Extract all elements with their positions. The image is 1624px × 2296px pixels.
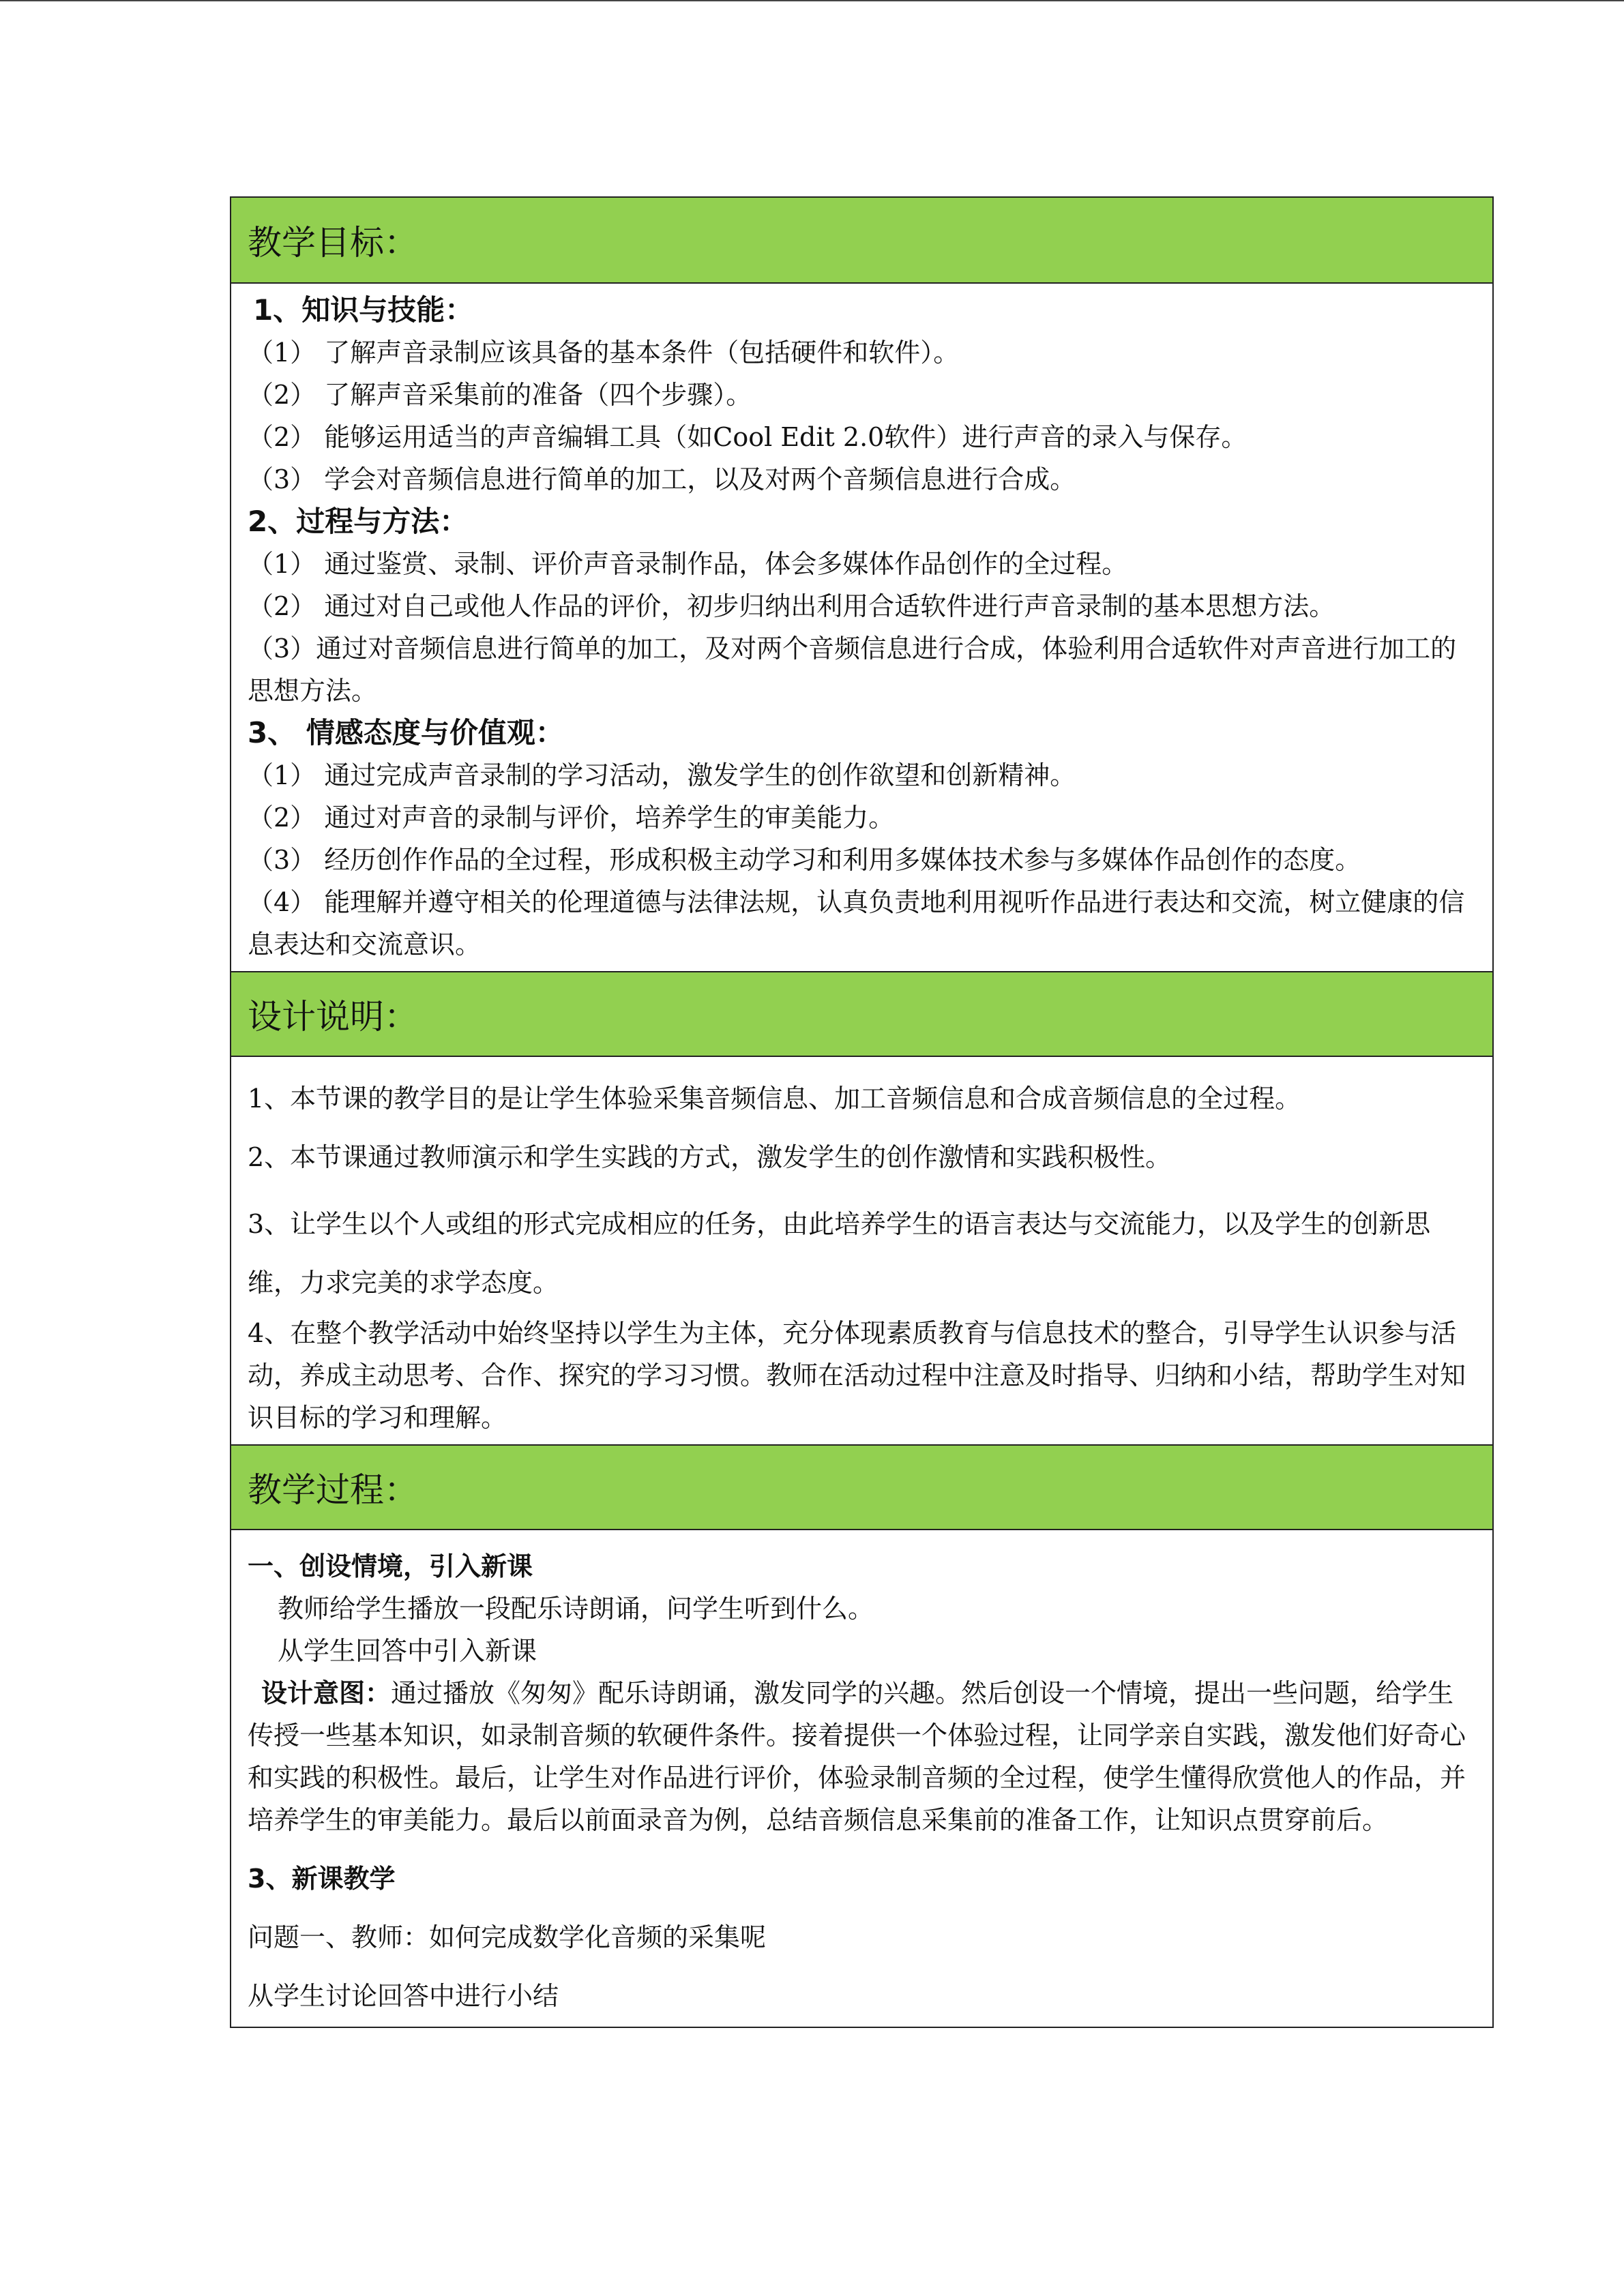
goals-body bbox=[231, 284, 1492, 971]
process-line: 从学生讨论回答中进行小结 bbox=[248, 1981, 559, 2011]
goal-item: （2） 了解声音采集前的准备（四个步骤）。 bbox=[248, 380, 752, 410]
design-intent-text: 通过播放《匆匆》配乐诗朗诵，激发同学的兴趣。然后创设一个情境，提出一些问题，给学生传授一些基本知识，如录制音频的软硬件条件。接着提供一个体验过程，让同学亲自实践，激发他们好奇心和实践的积极性。最后，让学生对作品进行评价，体验录制音频的全过程，使学生懂得欣赏他人的作品，并培养学生的审美能力。最后以前面录音为例，总结音频信息采集前的准备工作，让知识点贯穿前后。 bbox=[248, 1678, 1466, 1835]
design-item: 2、本节课通过教师演示和学生实践的方式，激发学生的创作激情和实践积极性。 bbox=[248, 1142, 1172, 1172]
goal-item: （2） 能够运用适当的声音编辑工具（如Cool Edit 2.0软件）进行声音的录入与保存。 bbox=[248, 422, 1247, 452]
process-line: 问题一、教师：如何完成数学化音频的采集呢 bbox=[248, 1922, 767, 1952]
process-step-heading: 3、新课教学 bbox=[248, 1864, 396, 1894]
design-body bbox=[231, 1057, 1492, 1444]
section-title: 教学目标： bbox=[248, 223, 418, 263]
section-title: 教学过程： bbox=[248, 1470, 418, 1510]
goal-item: （3） 学会对音频信息进行简单的加工，以及对两个音频信息进行合成。 bbox=[248, 464, 1076, 494]
section-header-process bbox=[231, 1444, 1492, 1530]
goal-item: （1） 通过鉴赏、录制、评价声音录制作品，体会多媒体作品创作的全过程。 bbox=[248, 549, 1128, 579]
goal-item: （4） 能理解并遵守相关的伦理道德与法律法规，认真负责地利用视听作品进行表达和交流，树立健康的信息表达和交流意识。 bbox=[248, 887, 1465, 959]
goal-item: （3）通过对音频信息进行简单的加工，及对两个音频信息进行合成，体验利用合适软件对声音进行加工的思想方法。 bbox=[248, 633, 1457, 706]
section-header-goals bbox=[231, 198, 1492, 284]
goal-heading-process: 2、过程与方法： bbox=[248, 505, 469, 538]
process-line: 从学生回答中引入新课 bbox=[278, 1636, 537, 1666]
process-step-heading: 一、创设情境，引入新课 bbox=[248, 1551, 533, 1581]
section-header-design bbox=[231, 971, 1492, 1057]
design-item: 1、本节课的教学目的是让学生体验采集音频信息、加工音频信息和合成音频信息的全过程。 bbox=[248, 1084, 1301, 1114]
design-item: 3、让学生以个人或组的形式完成相应的任务，由此培养学生的语言表达与交流能力，以及学生的创新思维，力求完美的求学态度。 bbox=[248, 1209, 1431, 1298]
design-intent bbox=[248, 1672, 1477, 1841]
goal-item: （1） 了解声音录制应该具备的基本条件（包括硬件和软件）。 bbox=[248, 338, 960, 368]
goal-item: （2） 通过对自己或他人作品的评价，初步归纳出利用合适软件进行声音录制的基本思想方法。 bbox=[248, 591, 1335, 621]
process-body bbox=[231, 1530, 1492, 2027]
section-title: 设计说明： bbox=[248, 997, 418, 1037]
goal-item: （1） 通过完成声音录制的学习活动，激发学生的创作欲望和创新精神。 bbox=[248, 760, 1076, 790]
goal-heading-knowledge: 1、知识与技能： bbox=[253, 293, 474, 327]
design-intent-label: 设计意图： bbox=[261, 1678, 392, 1708]
lesson-plan-table bbox=[230, 196, 1494, 2028]
goal-heading-emotion: 3、 情感态度与价值观： bbox=[248, 716, 564, 749]
design-item: 4、在整个教学活动中始终坚持以学生为主体，充分体现素质教育与信息技术的整合，引导学生认识参与活动，养成主动思考、合作、探究的学习习惯。教师在活动过程中注意及时指导、归纳和小结，帮助学生对知识目标的学习和理解。 bbox=[248, 1318, 1466, 1433]
process-line: 教师给学生播放一段配乐诗朗诵，问学生听到什么。 bbox=[278, 1594, 874, 1624]
goal-item: （3） 经历创作作品的全过程，形成积极主动学习和利用多媒体技术参与多媒体作品创作的态度。 bbox=[248, 845, 1361, 875]
page-top-rule bbox=[0, 0, 1624, 1]
goal-item: （2） 通过对声音的录制与评价，培养学生的审美能力。 bbox=[248, 803, 895, 833]
